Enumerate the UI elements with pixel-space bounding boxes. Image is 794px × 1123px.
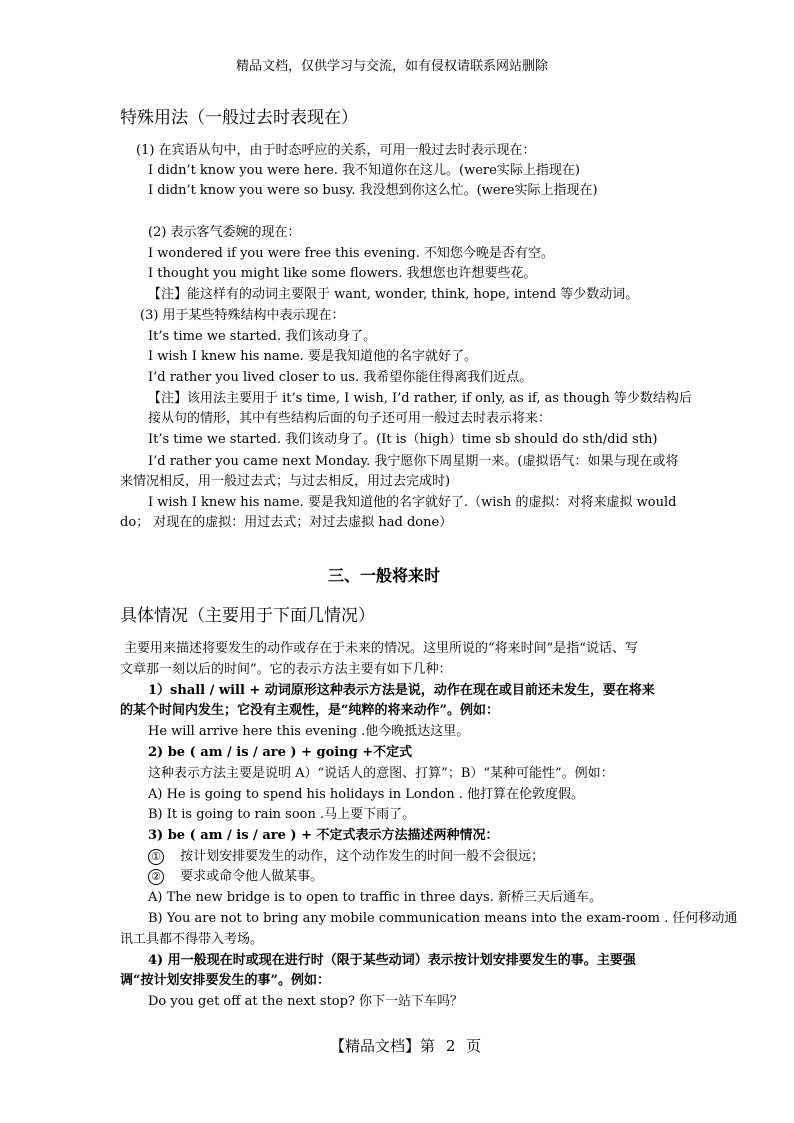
list-item	[148, 848, 544, 865]
footer-label: 【精品文档】	[330, 1037, 421, 1055]
text-line: 【注】能这样有的动词主要限于 want, wonder, think, hope, intend 等少数动词。	[148, 287, 639, 302]
text-line: A) The new bridge is to open to traffic in three days. 新桥三天后通车。	[148, 890, 602, 905]
text-line: (3) 用于某些特殊结构中表示现在：	[140, 308, 345, 323]
text-line: 接从句的情形，其中有些结构后面的句子还可用一般过去时表示将来：	[148, 411, 552, 426]
text-line: 来情况相反，用一般过去式；与过去相反，用过去完成时)	[120, 474, 451, 489]
text-line: 【注】该用法主要用于 it’s time, I wish, I’d rather, if only, as if, as though 等少数结构后	[148, 391, 692, 406]
list-item-text: 按计划安排要发生的动作，这个动作发生的时间一般不会很远；	[180, 849, 545, 864]
text-line: 3) be ( am / is / are ) + 不定式表示方法描述两种情况：	[148, 828, 499, 843]
text-line: (2) 表示客气委婉的现在：	[148, 225, 301, 240]
text-line: 这种表示方法主要是说明 A）“说话人的意图、打算”；B）“某种可能性”。例如：	[148, 766, 614, 781]
text-line: B) It is going to rain soon .马上要下雨了。	[148, 807, 416, 822]
list-item	[148, 868, 323, 885]
text-line: It’s time we started. 我们该动身了。	[148, 329, 377, 344]
page-header: 精品文档，仅供学习与交流，如有侵权请联系网站删除	[236, 59, 549, 74]
text-line: It’s time we started. 我们该动身了。(It is（high）time sb should do sth/did sth)	[148, 432, 658, 447]
text-line: I didn’t know you were here. 我不知道你在这儿。(were实际上指现在)	[148, 163, 580, 178]
text-line: do； 对现在的虚拟：用过去式；对过去虚拟 had done）	[120, 515, 453, 530]
text-line: I’d rather you lived closer to us. 我希望你能住得离我们近点。	[148, 370, 533, 385]
text-line: I’d rather you came next Monday. 我宁愿你下周星期一来。(虚拟语气：如果与现在或将	[148, 454, 679, 469]
page-footer	[330, 1036, 481, 1056]
text-line: 调“按计划安排要发生的事”。例如：	[120, 973, 330, 988]
text-line: I didn’t know you were so busy. 我没想到你这么忙。(were实际上指现在)	[148, 183, 598, 198]
list-item-text: 要求或命令他人做某事。	[180, 869, 324, 884]
text-line: (1) 在宾语从句中，由于时态呼应的关系，可用一般过去时表示现在：	[136, 143, 536, 158]
section-title-specific-cases: 具体情况（主要用于下面几情况）	[120, 606, 375, 626]
circled-number-marker: ①	[148, 849, 164, 865]
text-line: He will arrive here this evening .他今晚抵达这里。	[148, 724, 470, 739]
text-line: 4) 用一般现在时或现在进行时（限于某些动词）表示按计划安排要发生的事。主要强	[148, 953, 636, 968]
page-number: 2	[445, 1037, 456, 1055]
text-line: I wondered if you were free this evening. 不知您今晚是否有空。	[148, 246, 554, 261]
text-line: 1）shall / will + 动词原形这种表示方法是说，动作在现在或目前还未发生，要在将来	[148, 683, 655, 698]
page-prefix: 第	[420, 1037, 436, 1055]
text-line: 讯工具都不得带入考场。	[120, 932, 264, 947]
text-line: I wish I knew his name. 要是我知道他的名字就好了。	[148, 349, 477, 364]
page-suffix: 页	[466, 1037, 482, 1055]
text-line: A) He is going to spend his holidays in London . 他打算在伦敦度假。	[148, 787, 585, 802]
text-line: I thought you might like some flowers. 我想您也许想要些花。	[148, 266, 537, 281]
text-line: 主要用来描述将要发生的动作或存在于未来的情况。这里所说的“将来时间”是指“说话、写	[124, 641, 638, 656]
text-line: 的某个时间内发生；它没有主观性，是“纯粹的将来动作”。例如：	[120, 703, 499, 718]
text-line: 2) be ( am / is / are ) + going +不定式	[148, 745, 413, 760]
text-line: B) You are not to bring any mobile communication means into the exam-room . 任何移动通	[148, 911, 738, 926]
text-line: I wish I knew his name. 要是我知道他的名字就好了.（wish 的虚拟：对将来虚拟 would	[148, 495, 677, 510]
chapter-title: 三、一般将来时	[328, 566, 441, 585]
text-line: Do you get off at the next stop? 你下一站下车吗？	[148, 994, 464, 1009]
text-line: 文章那一刻以后的时间”。它的表示方法主要有如下几种：	[120, 662, 452, 677]
circled-number-marker: ②	[148, 869, 164, 885]
section-title-special-usage: 特殊用法（一般过去时表现在）	[120, 108, 358, 128]
